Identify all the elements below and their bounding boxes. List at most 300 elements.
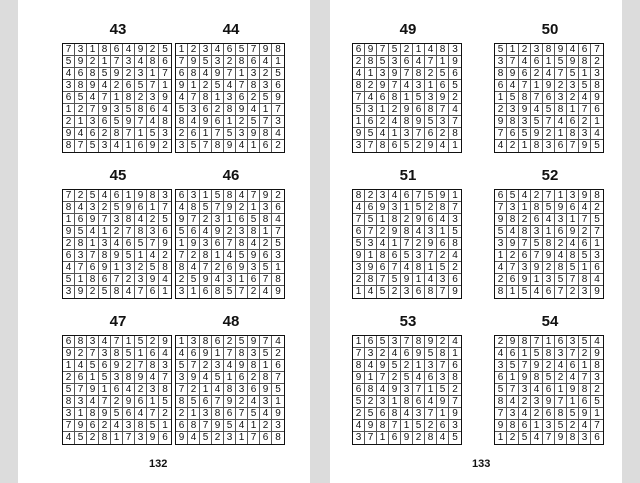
sudoku-cell: 8 [543, 238, 555, 250]
sudoku-cell: 4 [401, 80, 413, 92]
sudoku-cell: 2 [236, 396, 248, 408]
sudoku-cell: 4 [63, 262, 75, 274]
sudoku-cell: 9 [389, 226, 401, 238]
sudoku-cell: 7 [567, 274, 579, 286]
sudoku-cell: 9 [87, 80, 99, 92]
sudoku-cell: 8 [123, 92, 135, 104]
sudoku-cell: 2 [377, 116, 389, 128]
sudoku-cell: 3 [123, 262, 135, 274]
sudoku-cell: 6 [519, 420, 531, 432]
sudoku-cell: 8 [495, 68, 507, 80]
sudoku-cell: 9 [248, 250, 260, 262]
sudoku-cell: 1 [260, 360, 272, 372]
sudoku-cell: 7 [437, 286, 449, 298]
sudoku-cell: 6 [519, 250, 531, 262]
sudoku-cell: 2 [212, 262, 224, 274]
sudoku-cell: 6 [135, 396, 147, 408]
sudoku-cell: 6 [224, 408, 236, 420]
sudoku-cell: 7 [555, 286, 567, 298]
sudoku-cell: 8 [425, 286, 437, 298]
sudoku-cell: 9 [272, 92, 284, 104]
sudoku-cell: 3 [87, 116, 99, 128]
sudoku-cell: 7 [531, 336, 543, 348]
sudoku-cell: 7 [425, 250, 437, 262]
sudoku-cell: 1 [389, 396, 401, 408]
sudoku-cell: 4 [63, 432, 75, 444]
sudoku-grid [62, 335, 172, 445]
sudoku-cell: 8 [111, 286, 123, 298]
sudoku-cell: 9 [176, 214, 188, 226]
sudoku-cell: 1 [123, 140, 135, 152]
sudoku-cell: 7 [401, 336, 413, 348]
sudoku-cell: 2 [413, 238, 425, 250]
sudoku-cell: 7 [176, 56, 188, 68]
sudoku-cell: 4 [87, 396, 99, 408]
sudoku-cell: 7 [377, 274, 389, 286]
sudoku-cell: 7 [519, 238, 531, 250]
sudoku-cell: 8 [567, 128, 579, 140]
sudoku-cell: 2 [567, 92, 579, 104]
sudoku-cell: 7 [413, 128, 425, 140]
sudoku-cell: 6 [123, 408, 135, 420]
sudoku-cell: 9 [555, 202, 567, 214]
sudoku-cell: 5 [99, 68, 111, 80]
puzzle-number: 46 [222, 167, 240, 184]
sudoku-cell: 7 [365, 432, 377, 444]
sudoku-cell: 4 [579, 420, 591, 432]
sudoku-cell: 8 [212, 408, 224, 420]
sudoku-cell: 6 [389, 250, 401, 262]
sudoku-cell: 6 [437, 80, 449, 92]
sudoku-grid [352, 335, 462, 445]
sudoku-cell: 8 [543, 348, 555, 360]
sudoku-cell: 2 [123, 274, 135, 286]
sudoku-cell: 5 [437, 262, 449, 274]
sudoku-cell: 6 [236, 372, 248, 384]
sudoku-cell: 4 [591, 128, 603, 140]
sudoku-cell: 7 [87, 104, 99, 116]
sudoku-cell: 7 [159, 68, 171, 80]
sudoku-cell: 1 [63, 360, 75, 372]
sudoku-cell: 3 [567, 190, 579, 202]
sudoku-cell: 3 [377, 68, 389, 80]
sudoku-cell: 3 [401, 384, 413, 396]
sudoku-cell: 7 [543, 190, 555, 202]
sudoku-cell: 4 [365, 286, 377, 298]
sudoku-cell: 3 [567, 336, 579, 348]
sudoku-cell: 7 [212, 202, 224, 214]
sudoku-cell: 7 [200, 262, 212, 274]
sudoku-cell: 5 [507, 190, 519, 202]
sudoku-cell: 4 [567, 44, 579, 56]
sudoku-cell: 9 [200, 348, 212, 360]
sudoku-cell: 8 [401, 396, 413, 408]
sudoku-cell: 6 [99, 116, 111, 128]
sudoku-cell: 7 [531, 250, 543, 262]
sudoku-cell: 1 [377, 104, 389, 116]
sudoku-cell: 6 [353, 226, 365, 238]
sudoku-cell: 7 [543, 432, 555, 444]
sudoku-cell: 7 [591, 44, 603, 56]
sudoku-cell: 5 [365, 128, 377, 140]
sudoku-cell: 9 [63, 226, 75, 238]
sudoku-cell: 5 [260, 92, 272, 104]
sudoku-cell: 7 [353, 92, 365, 104]
sudoku-cell: 1 [401, 202, 413, 214]
sudoku-cell: 7 [519, 360, 531, 372]
puzzle-number: 48 [222, 313, 240, 330]
sudoku-cell: 1 [543, 56, 555, 68]
sudoku-cell: 7 [377, 44, 389, 56]
sudoku-cell: 4 [147, 116, 159, 128]
sudoku-cell: 5 [176, 360, 188, 372]
sudoku-cell: 1 [449, 190, 461, 202]
sudoku-cell: 4 [389, 190, 401, 202]
sudoku-cell: 3 [159, 360, 171, 372]
sudoku-cell: 1 [236, 68, 248, 80]
sudoku-cell: 8 [389, 214, 401, 226]
sudoku-cell: 3 [200, 44, 212, 56]
sudoku-cell: 5 [519, 286, 531, 298]
sudoku-cell: 1 [188, 408, 200, 420]
sudoku-cell: 5 [452, 432, 458, 443]
sudoku-cell: 7 [272, 226, 284, 238]
sudoku-cell: 7 [389, 262, 401, 274]
sudoku-cell: 1 [111, 262, 123, 274]
sudoku-cell: 4 [248, 396, 260, 408]
sudoku-cell: 7 [272, 372, 284, 384]
sudoku-cell: 7 [188, 214, 200, 226]
sudoku-cell: 4 [401, 408, 413, 420]
sudoku-cell: 9 [389, 384, 401, 396]
sudoku-cell: 9 [224, 202, 236, 214]
sudoku-cell: 2 [495, 274, 507, 286]
sudoku-cell: 8 [147, 190, 159, 202]
sudoku-cell: 2 [147, 214, 159, 226]
sudoku-cell: 6 [449, 274, 461, 286]
sudoku-cell: 9 [413, 116, 425, 128]
sudoku-cell: 9 [449, 408, 461, 420]
sudoku-cell: 3 [99, 238, 111, 250]
sudoku-cell: 5 [212, 190, 224, 202]
sudoku-cell: 9 [75, 420, 87, 432]
sudoku-cell: 5 [377, 56, 389, 68]
sudoku-cell: 9 [212, 420, 224, 432]
sudoku-cell: 6 [63, 250, 75, 262]
sudoku-grid [175, 189, 285, 299]
sudoku-cell: 9 [236, 262, 248, 274]
sudoku-cell: 8 [519, 92, 531, 104]
sudoku-cell: 6 [272, 80, 284, 92]
sudoku-cell: 1 [87, 372, 99, 384]
sudoku-cell: 9 [248, 336, 260, 348]
sudoku-cell: 3 [159, 190, 171, 202]
sudoku-cell: 5 [531, 238, 543, 250]
sudoku-cell: 5 [543, 104, 555, 116]
sudoku-cell: 1 [519, 348, 531, 360]
sudoku-cell: 3 [75, 396, 87, 408]
sudoku-cell: 2 [111, 226, 123, 238]
sudoku-cell: 3 [591, 372, 603, 384]
sudoku-cell: 8 [188, 202, 200, 214]
sudoku-cell: 8 [425, 104, 437, 116]
sudoku-cell: 1 [519, 202, 531, 214]
sudoku-cell: 2 [543, 360, 555, 372]
sudoku-cell: 9 [495, 116, 507, 128]
sudoku-cell: 2 [135, 262, 147, 274]
sudoku-cell: 5 [353, 104, 365, 116]
sudoku-cell: 8 [123, 372, 135, 384]
sudoku-cell: 7 [111, 56, 123, 68]
sudoku-cell: 6 [272, 360, 284, 372]
sudoku-cell: 4 [353, 68, 365, 80]
sudoku-cell: 8 [63, 202, 75, 214]
sudoku-cell: 7 [248, 432, 260, 444]
sudoku-cell: 4 [437, 432, 449, 444]
sudoku-cell: 4 [413, 372, 425, 384]
sudoku-cell: 5 [99, 372, 111, 384]
sudoku-cell: 8 [507, 116, 519, 128]
sudoku-cell: 1 [224, 214, 236, 226]
sudoku-cell: 4 [272, 128, 284, 140]
sudoku-cell: 2 [188, 250, 200, 262]
sudoku-cell: 1 [495, 92, 507, 104]
sudoku-cell: 9 [519, 372, 531, 384]
sudoku-cell: 7 [111, 274, 123, 286]
sudoku-cell: 5 [159, 396, 171, 408]
sudoku-cell: 9 [425, 238, 437, 250]
sudoku-cell: 4 [236, 420, 248, 432]
sudoku-cell: 3 [449, 420, 461, 432]
sudoku-cell: 7 [507, 384, 519, 396]
sudoku-cell: 6 [212, 336, 224, 348]
sudoku-cell: 7 [389, 420, 401, 432]
sudoku-cell: 1 [437, 408, 449, 420]
sudoku-cell: 8 [579, 56, 591, 68]
sudoku-cell: 6 [413, 286, 425, 298]
sudoku-grid [352, 43, 462, 153]
sudoku-cell: 3 [413, 80, 425, 92]
sudoku-cell: 2 [224, 56, 236, 68]
sudoku-cell: 1 [75, 408, 87, 420]
sudoku-cell: 8 [401, 226, 413, 238]
sudoku-cell: 5 [449, 80, 461, 92]
sudoku-cell: 1 [135, 348, 147, 360]
sudoku-cell: 7 [591, 226, 603, 238]
sudoku-cell: 2 [579, 348, 591, 360]
sudoku-cell: 7 [212, 396, 224, 408]
sudoku-cell: 9 [425, 336, 437, 348]
sudoku-cell: 6 [63, 336, 75, 348]
sudoku-cell: 6 [555, 226, 567, 238]
sudoku-cell: 9 [111, 68, 123, 80]
sudoku-cell: 5 [377, 286, 389, 298]
sudoku-cell: 8 [260, 214, 272, 226]
sudoku-cell: 6 [437, 238, 449, 250]
sudoku-cell: 1 [401, 92, 413, 104]
sudoku-cell: 3 [99, 348, 111, 360]
sudoku-cell: 5 [200, 56, 212, 68]
sudoku-cell: 5 [87, 140, 99, 152]
sudoku-cell: 9 [437, 396, 449, 408]
sudoku-cell: 9 [555, 432, 567, 444]
sudoku-cell: 2 [507, 250, 519, 262]
sudoku-cell: 4 [200, 68, 212, 80]
sudoku-cell: 3 [507, 104, 519, 116]
sudoku-cell: 8 [413, 262, 425, 274]
sudoku-cell: 6 [99, 360, 111, 372]
sudoku-cell: 5 [519, 128, 531, 140]
sudoku-cell: 3 [123, 56, 135, 68]
sudoku-cell: 5 [212, 80, 224, 92]
sudoku-cell: 9 [543, 80, 555, 92]
sudoku-cell: 8 [365, 274, 377, 286]
sudoku-cell: 9 [519, 104, 531, 116]
sudoku-cell: 2 [531, 408, 543, 420]
sudoku-cell: 9 [123, 116, 135, 128]
sudoku-cell: 8 [248, 80, 260, 92]
sudoku-cell: 5 [147, 420, 159, 432]
sudoku-cell: 8 [248, 360, 260, 372]
sudoku-cell: 8 [75, 80, 87, 92]
puzzle-number: 47 [109, 313, 127, 330]
sudoku-cell: 5 [200, 432, 212, 444]
sudoku-cell: 7 [159, 372, 171, 384]
sudoku-cell: 5 [401, 250, 413, 262]
sudoku-grid [175, 43, 285, 153]
sudoku-cell: 5 [495, 226, 507, 238]
sudoku-cell: 8 [99, 432, 111, 444]
sudoku-cell: 1 [63, 214, 75, 226]
sudoku-cell: 9 [224, 140, 236, 152]
sudoku-cell: 4 [159, 104, 171, 116]
sudoku-cell: 2 [449, 262, 461, 274]
sudoku-cell: 4 [99, 80, 111, 92]
sudoku-cell: 6 [555, 336, 567, 348]
sudoku-cell: 4 [111, 238, 123, 250]
sudoku-cell: 5 [413, 202, 425, 214]
sudoku-cell: 2 [87, 286, 99, 298]
sudoku-cell: 2 [200, 214, 212, 226]
sudoku-cell: 6 [543, 286, 555, 298]
sudoku-cell: 7 [176, 384, 188, 396]
sudoku-grid [494, 43, 604, 153]
sudoku-cell: 2 [437, 128, 449, 140]
sudoku-cell: 4 [507, 226, 519, 238]
sudoku-cell: 4 [365, 92, 377, 104]
sudoku-cell: 7 [200, 420, 212, 432]
puzzle-number: 50 [541, 21, 559, 38]
sudoku-cell: 4 [99, 336, 111, 348]
sudoku-cell: 4 [555, 360, 567, 372]
sudoku-cell: 8 [531, 202, 543, 214]
sudoku-cell: 3 [188, 336, 200, 348]
sudoku-cell: 1 [507, 44, 519, 56]
sudoku-cell: 1 [176, 44, 188, 56]
sudoku-cell: 8 [236, 238, 248, 250]
sudoku-cell: 5 [437, 384, 449, 396]
sudoku-cell: 6 [449, 360, 461, 372]
sudoku-cell: 8 [272, 44, 284, 56]
sudoku-cell: 4 [353, 420, 365, 432]
sudoku-cell: 6 [260, 432, 272, 444]
sudoku-cell: 3 [543, 140, 555, 152]
sudoku-cell: 3 [591, 250, 603, 262]
sudoku-cell: 9 [452, 286, 458, 297]
sudoku-cell: 1 [75, 116, 87, 128]
sudoku-cell: 6 [425, 372, 437, 384]
sudoku-cell: 1 [591, 408, 603, 420]
sudoku-cell: 2 [401, 214, 413, 226]
sudoku-cell: 5 [236, 250, 248, 262]
sudoku-cell: 6 [543, 384, 555, 396]
sudoku-cell: 5 [555, 274, 567, 286]
sudoku-cell: 8 [248, 226, 260, 238]
sudoku-cell: 1 [437, 226, 449, 238]
sudoku-cell: 7 [147, 238, 159, 250]
sudoku-cell: 5 [123, 348, 135, 360]
sudoku-cell: 2 [507, 432, 519, 444]
sudoku-cell: 2 [99, 420, 111, 432]
sudoku-cell: 2 [248, 286, 260, 298]
sudoku-cell: 2 [495, 104, 507, 116]
sudoku-cell: 8 [519, 336, 531, 348]
sudoku-cell: 5 [507, 360, 519, 372]
sudoku-cell: 4 [495, 262, 507, 274]
sudoku-cell: 6 [147, 348, 159, 360]
sudoku-cell: 9 [579, 408, 591, 420]
sudoku-cell: 9 [567, 56, 579, 68]
sudoku-cell: 7 [236, 286, 248, 298]
sudoku-cell: 8 [224, 104, 236, 116]
sudoku-cell: 1 [99, 56, 111, 68]
sudoku-cell: 1 [236, 432, 248, 444]
sudoku-cell: 9 [437, 92, 449, 104]
sudoku-cell: 8 [495, 396, 507, 408]
sudoku-cell: 6 [531, 214, 543, 226]
sudoku-cell: 1 [123, 336, 135, 348]
sudoku-cell: 2 [147, 44, 159, 56]
sudoku-cell: 5 [147, 128, 159, 140]
sudoku-cell: 2 [543, 128, 555, 140]
puzzle-number: 49 [399, 21, 417, 38]
sudoku-cell: 6 [567, 202, 579, 214]
sudoku-cell: 6 [543, 92, 555, 104]
sudoku-cell: 4 [519, 190, 531, 202]
sudoku-cell: 1 [63, 104, 75, 116]
sudoku-cell: 6 [99, 274, 111, 286]
sudoku-cell: 9 [567, 384, 579, 396]
sudoku-cell: 4 [377, 128, 389, 140]
sudoku-cell: 1 [248, 420, 260, 432]
sudoku-cell: 6 [594, 432, 600, 443]
sudoku-cell: 8 [437, 44, 449, 56]
sudoku-cell: 7 [188, 360, 200, 372]
sudoku-cell: 5 [519, 432, 531, 444]
sudoku-cell: 3 [437, 274, 449, 286]
sudoku-cell: 9 [531, 360, 543, 372]
sudoku-cell: 4 [579, 202, 591, 214]
sudoku-cell: 8 [236, 348, 248, 360]
sudoku-cell: 7 [260, 116, 272, 128]
sudoku-cell: 5 [248, 214, 260, 226]
sudoku-cell: 8 [212, 286, 224, 298]
puzzle-number: 53 [399, 313, 417, 330]
sudoku-cell: 5 [63, 274, 75, 286]
sudoku-cell: 2 [188, 44, 200, 56]
sudoku-cell: 4 [567, 238, 579, 250]
sudoku-cell: 3 [224, 432, 236, 444]
